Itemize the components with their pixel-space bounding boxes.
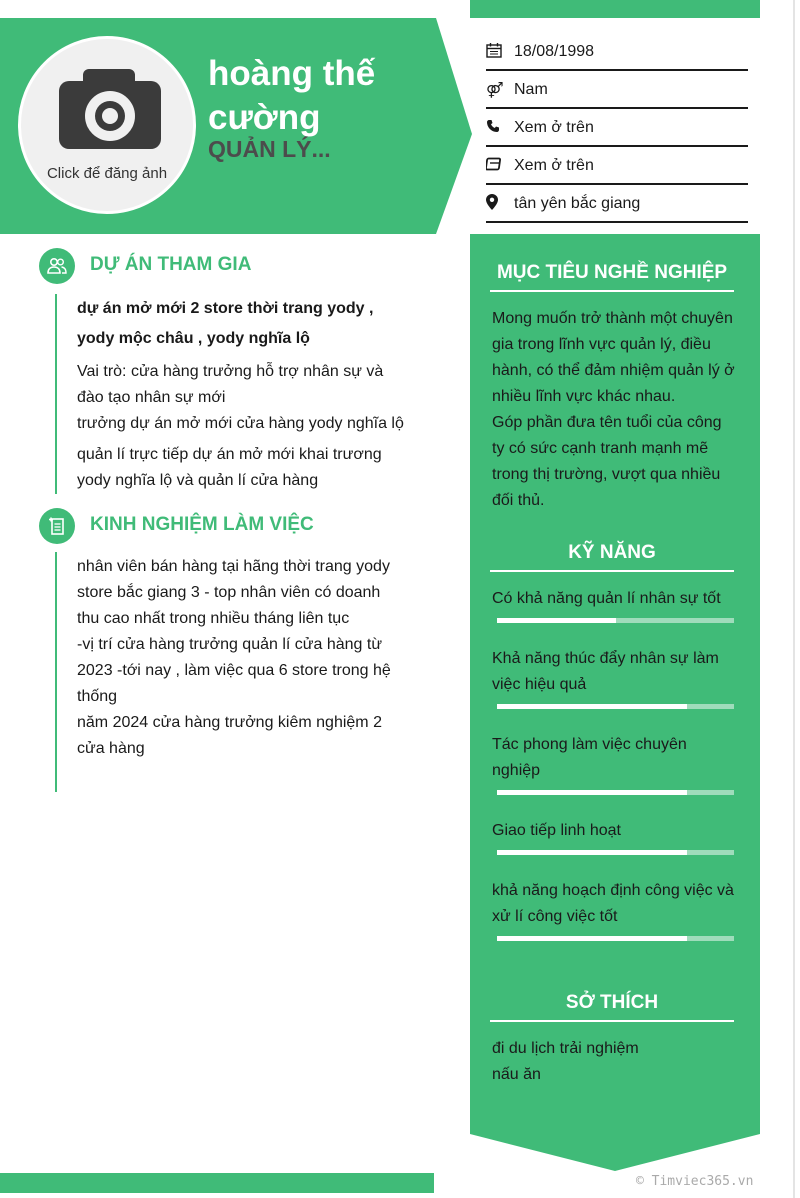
- hobbies-heading: SỞ THÍCH: [490, 992, 734, 1022]
- skills-heading: KỸ NĂNG: [490, 542, 734, 572]
- skill-label: Có khả năng quản lí nhân sự tốt: [492, 590, 721, 607]
- objective-heading: MỤC TIÊU NGHỀ NGHIỆP: [490, 262, 734, 292]
- skill-bar: [497, 936, 734, 941]
- hobby-item: đi du lịch trải nghiệm: [492, 1040, 639, 1057]
- top-accent-strip: [470, 0, 760, 18]
- skill-label: xử lí công việc tốt: [492, 908, 618, 925]
- skill-bar: [497, 618, 734, 623]
- objective-line: trong thị trường, vượt qua nhiều: [492, 466, 721, 483]
- info-row-dob: [486, 34, 748, 71]
- users-icon: [39, 248, 75, 284]
- experience-timeline-line: [55, 552, 57, 792]
- objective-line: Góp phần đưa tên tuổi của công: [492, 414, 722, 431]
- email-icon: [486, 157, 514, 175]
- job-title: QUẢN LÝ...: [208, 136, 331, 162]
- skill-bar-fill: [497, 936, 687, 941]
- project-line: trưởng dự án mở mới cửa hàng yody nghĩa lộ: [77, 415, 404, 432]
- project-name-line-2: yody mộc châu , yody nghĩa lộ: [77, 330, 310, 347]
- experience-line: 2023 -tới nay , làm việc qua 6 store trong hệ: [77, 662, 391, 679]
- objective-line: đối thủ.: [492, 492, 545, 509]
- skill-label: Giao tiếp linh hoạt: [492, 822, 621, 839]
- clipboard-icon: [39, 508, 75, 544]
- avatar-caption: Click để đăng ảnh: [46, 165, 168, 182]
- phone-icon: [486, 119, 514, 137]
- info-row-email: [486, 148, 748, 185]
- project-line: quản lí trực tiếp dự án mở mới khai trương: [77, 446, 382, 463]
- hobby-item: nấu ăn: [492, 1066, 541, 1083]
- page-edge-line: [793, 0, 795, 1198]
- full-name: hoàng thế cường: [208, 54, 376, 137]
- skill-bar: [497, 704, 734, 709]
- project-line: đào tạo nhân sự mới: [77, 389, 226, 406]
- objective-line: gia trong lĩnh vực quản lý, điều: [492, 336, 711, 353]
- objective-line: Mong muốn trở thành một chuyên: [492, 310, 733, 327]
- objective-line: nhiều lĩnh vực khác nhau.: [492, 388, 676, 405]
- skill-label: Tác phong làm việc chuyên: [492, 736, 687, 753]
- calendar-icon: [486, 42, 514, 62]
- objective-line: hành, có thể đảm nhiệm quản lý ở: [492, 362, 735, 379]
- experience-line: -vị trí cửa hàng trưởng quản lí cửa hàng từ: [77, 636, 383, 653]
- project-line: yody nghĩa lộ và quản lí cửa hàng: [77, 472, 319, 489]
- skill-label: khả năng hoạch định công việc và: [492, 882, 734, 899]
- gender-icon: ⚤: [486, 81, 504, 99]
- info-row-gender: [486, 72, 748, 109]
- objective-line: ty có sức cạnh tranh mạnh mẽ: [492, 440, 709, 457]
- location-pin-icon: [486, 194, 514, 214]
- watermark: © Timviec365.vn: [636, 1174, 754, 1189]
- skill-bar: [497, 790, 734, 795]
- dob-value[interactable]: 18/08/1998: [514, 42, 595, 60]
- address-value[interactable]: tân yên bắc giang: [514, 194, 641, 212]
- project-line: Vai trò: cửa hàng trưởng hỗ trợ nhân sự và: [77, 363, 384, 380]
- skill-bar-fill: [497, 704, 687, 709]
- camera-icon-lens-core: [102, 108, 118, 124]
- avatar-upload[interactable]: [18, 36, 196, 214]
- email-value[interactable]: Xem ở trên: [514, 156, 594, 174]
- phone-value[interactable]: Xem ở trên: [514, 118, 594, 136]
- experience-line: store bắc giang 3 - top nhân viên có doanh: [77, 584, 381, 601]
- skill-bar-fill: [497, 850, 687, 855]
- skill-label: việc hiệu quả: [492, 676, 587, 693]
- gender-value[interactable]: Nam: [514, 80, 548, 98]
- experience-line: nhân viên bán hàng tại hãng thời trang yody: [77, 558, 390, 575]
- info-row-phone: [486, 110, 748, 147]
- skill-bar-fill: [497, 618, 616, 623]
- bottom-accent-strip: [0, 1173, 434, 1193]
- project-name-line-1: dự án mở mới 2 store thời trang yody ,: [77, 300, 374, 317]
- projects-timeline-line: [55, 294, 57, 494]
- skill-label: nghiệp: [492, 762, 541, 779]
- skill-bar-fill: [497, 790, 687, 795]
- skill-label: Khả năng thúc đẩy nhân sự làm: [492, 650, 719, 667]
- experience-heading: KINH NGHIỆM LÀM VIỆC: [90, 514, 314, 535]
- experience-line: thu cao nhất trong nhiều tháng liên tục: [77, 610, 350, 627]
- experience-line: năm 2024 cửa hàng trưởng kiêm nghiệm 2: [77, 714, 382, 731]
- skill-bar: [497, 850, 734, 855]
- info-row-address: [486, 186, 748, 223]
- experience-line: thống: [77, 688, 118, 705]
- experience-line: cửa hàng: [77, 740, 145, 757]
- projects-heading: DỰ ÁN THAM GIA: [90, 254, 252, 275]
